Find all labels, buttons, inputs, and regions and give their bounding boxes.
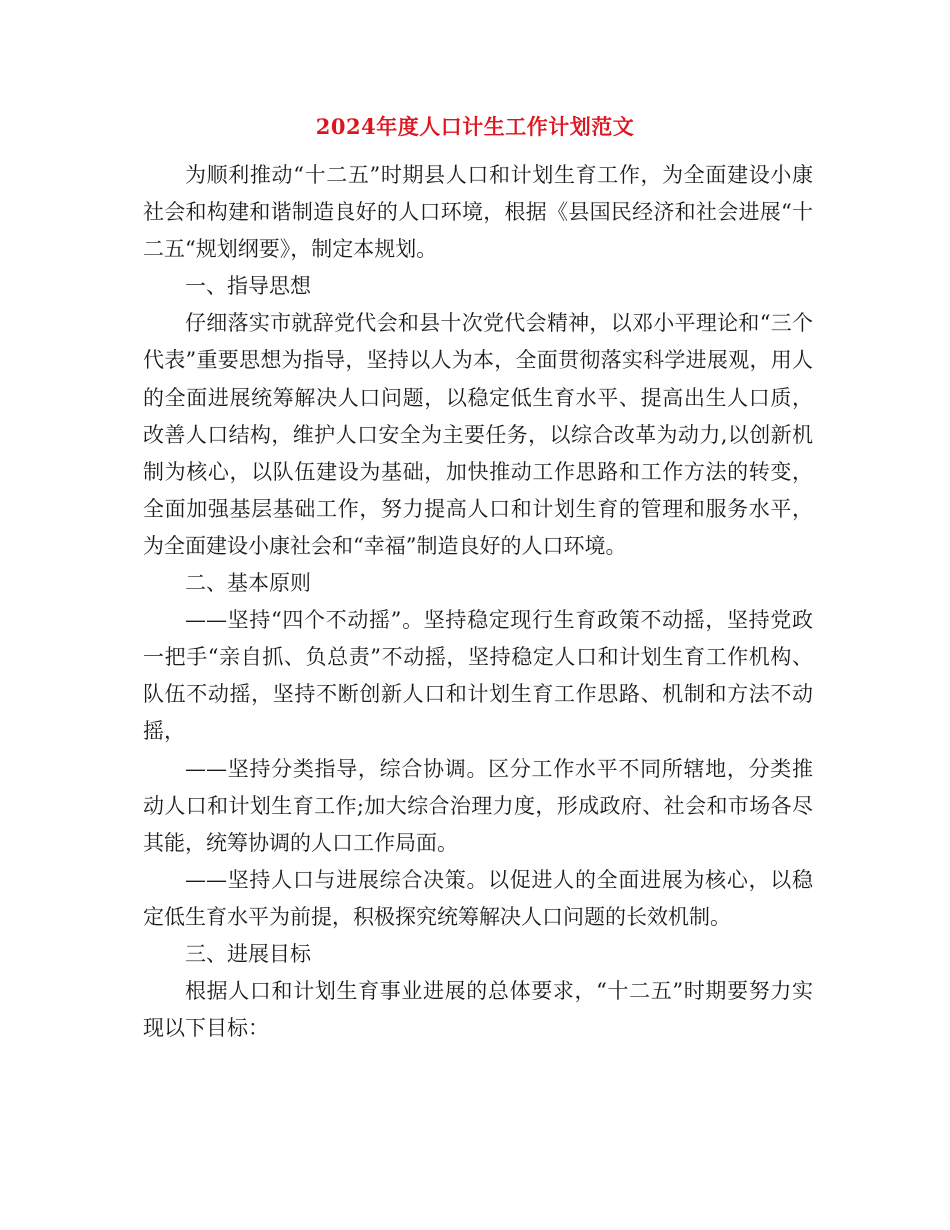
principle-paragraph-1: ——坚持“四个不动摇”。坚持稳定现行生育政策不动摇，坚持党政一把手“亲自抓、负总责”不动摇，坚持稳定人口和计划生育工作机构、队伍不动摇，坚持不断创新人口和计划生育工作思路、机制和方法不动摇，	[143, 608, 813, 744]
document-title: 2024年度人口计生工作计划范文	[315, 114, 635, 139]
principle-paragraph-2: ——坚持分类指导，综合协调。区分工作水平不同所辖地，分类推动人口和计划生育工作;加大综合治理力度，形成政府、社会和市场各尽其能，统筹协调的人口工作局面。	[143, 756, 813, 855]
section-heading-development-goals: 三、进展目标	[185, 941, 311, 966]
goals-paragraph: 根据人口和计划生育事业进展的总体要求，“十二五”时期要努力实现以下目标：	[143, 979, 813, 1041]
document-body	[143, 157, 813, 1047]
intro-paragraph: 为顺利推动“十二五”时期县人口和计划生育工作，为全面建设小康社会和构建和谐制造良好的人口环境，根据《县国民经济和社会进展“十二五“规划纲要》，制定本规划。	[143, 163, 813, 262]
section-heading-basic-principles: 二、基本原则	[185, 571, 311, 596]
section-heading-guiding-ideology: 一、指导思想	[185, 274, 311, 299]
guiding-ideology-paragraph: 仔细落实市就辞党代会和县十次党代会精神，以邓小平理论和“三个代表”重要思想为指导，坚持以人为本，全面贯彻落实科学进展观，用人的全面进展统筹解决人口问题，以稳定低生育水平、提高出生人口质，改善人口结构，维护人口安全为主要任务，以综合改革为动力,以创新机制为核心，以队伍建设为基础，加快推动工作思路和工作方法的转变，全面加强基层基础工作，努力提高人口和计划生育的管理和服务水平，为全面建设小康社会和“幸福”制造良好的人口环境。	[143, 311, 813, 558]
principle-paragraph-3: ——坚持人口与进展综合决策。以促进人的全面进展为核心，以稳定低生育水平为前提，积极探究统筹解决人口问题的长效机制。	[143, 867, 813, 929]
